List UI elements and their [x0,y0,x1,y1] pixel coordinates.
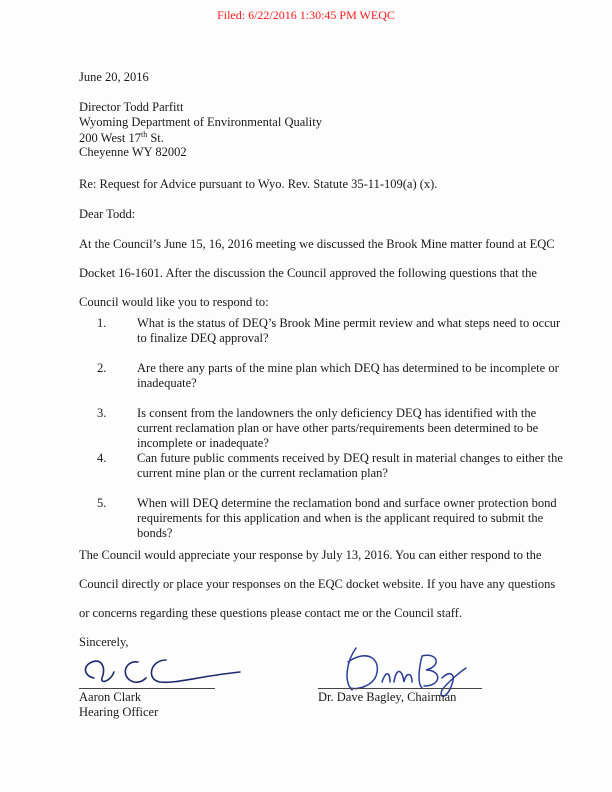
closing-line: or concerns regarding these questions please contact me or the Council staff. [79,606,462,620]
question-text: Can future public comments received by DEQ result in material changes to either the current mine plan or the current reclamation plan? [137,451,563,480]
signatory-title-left: Hearing Officer [79,705,159,719]
intro-line: At the Council’s June 15, 16, 2016 meeting we discussed the Brook Mine matter found at EQC [79,237,555,251]
valediction: Sincerely, [79,635,129,649]
filed-stamp: Filed: 6/22/2016 1:30:45 PM WEQC [217,8,395,22]
salutation: Dear Todd: [79,207,136,221]
question-text: When will DEQ determine the reclamation bond and surface owner protection bond requirements for this application and when is the applicant required to submit the bonds? [137,496,557,540]
letter-date: June 20, 2016 [79,70,149,84]
street-number: 200 West 17 [79,131,141,145]
signatory-name-left: Aaron Clark [79,690,142,704]
question-text: What is the status of DEQ’s Brook Mine permit review and what steps need to occur to finalize DEQ approval? [137,316,561,345]
recipient-org: Wyoming Department of Environmental Quality [79,115,322,129]
re-line: Re: Request for Advice pursuant to Wyo. Rev. Statute 35-11-109(a) (x). [79,177,438,191]
signature-line-right [318,688,482,689]
closing-line: The Council would appreciate your response by July 13, 2016. You can either respond to the [79,548,542,562]
intro-line: Council would like you to respond to: [79,295,269,309]
question-number: 4. [97,451,107,465]
recipient-street [79,130,164,146]
question-text: Are there any parts of the mine plan which DEQ has determined to be incomplete or inadequate? [137,361,559,390]
question-number: 3. [97,406,107,420]
question-number: 5. [97,496,107,510]
signature-line-left [79,688,215,689]
question-number: 1. [97,316,107,330]
street-suffix: th [140,130,148,139]
question-text: Is consent from the landowners the only deficiency DEQ has identified with the current reclamation plan or have other parts/requirements been determined to be incomplete or inadequate? [137,406,539,450]
street-rest: St. [147,131,164,145]
intro-line: Docket 16-1601. After the discussion the Council approved the following questions that the [79,266,537,280]
closing-line: Council directly or place your responses on the EQC docket website. If you have any questions [79,577,556,591]
recipient-name: Director Todd Parfitt [79,100,184,114]
question-number: 2. [97,361,107,375]
signatory-name-right: Dr. Dave Bagley, Chairman [318,690,457,704]
recipient-city: Cheyenne WY 82002 [79,145,187,159]
